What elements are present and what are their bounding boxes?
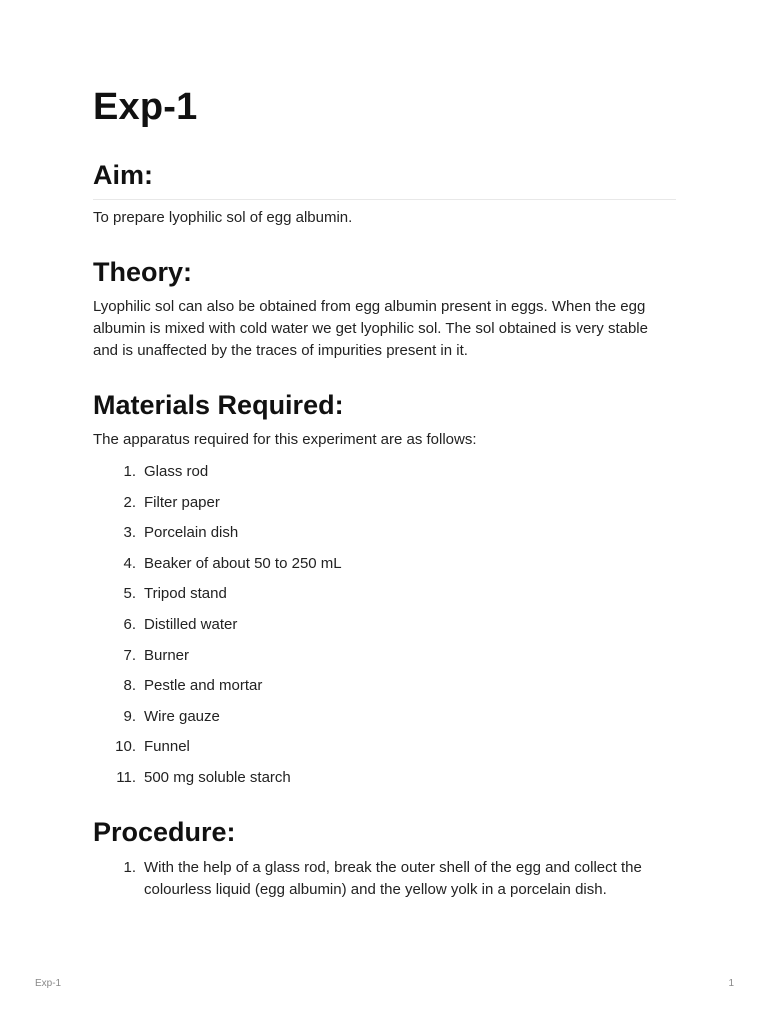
- procedure-section: [93, 817, 676, 901]
- list-text: Funnel: [144, 738, 190, 756]
- list-text: Burner: [144, 646, 190, 664]
- list-item: [93, 522, 676, 553]
- list-number: 5.: [123, 585, 136, 603]
- materials-list: [93, 461, 676, 798]
- list-text: Glass rod: [144, 463, 209, 480]
- list-item: [93, 857, 676, 901]
- list-item: [93, 645, 676, 676]
- aim-section: [93, 160, 676, 229]
- list-number: 11.: [116, 768, 136, 786]
- page-title: Exp-1: [93, 86, 198, 128]
- list-number: 7.: [123, 646, 136, 664]
- list-item: [93, 736, 676, 767]
- materials-heading: Materials Required:: [93, 390, 344, 420]
- list-number: 1.: [123, 463, 136, 480]
- list-number: 6.: [123, 615, 136, 633]
- list-number: 8.: [123, 677, 136, 695]
- list-item: [93, 553, 676, 584]
- theory-section: [93, 257, 676, 362]
- list-text: Tripod stand: [144, 585, 227, 603]
- procedure-heading: Procedure:: [93, 817, 236, 847]
- procedure-list: [93, 857, 676, 901]
- list-text: Filter paper: [144, 493, 220, 511]
- theory-text: Lyophilic sol can also be obtained from egg albumin present in eggs. When the egg albumin is mixed with cold water we get lyophilic sol. The sol obtained is very stable and is unaffected by the traces of impurities present in it.: [93, 298, 648, 359]
- list-number: 10.: [115, 738, 136, 756]
- list-number: 9.: [123, 707, 136, 725]
- list-item: [93, 492, 676, 523]
- aim-text: To prepare lyophilic sol of egg albumin.: [93, 209, 353, 226]
- list-text: Pestle and mortar: [144, 677, 263, 695]
- list-item: [93, 614, 676, 645]
- list-number: 1.: [123, 859, 136, 876]
- materials-intro: The apparatus required for this experiment are as follows:: [93, 431, 477, 448]
- aim-divider: [93, 199, 676, 200]
- aim-heading: Aim:: [93, 160, 153, 190]
- list-text: 500 mg soluble starch: [144, 768, 291, 786]
- list-item: [93, 767, 676, 798]
- footer-title: Exp-1: [35, 978, 62, 989]
- list-number: 3.: [123, 524, 136, 542]
- list-text: With the help of a glass rod, break the outer shell of the egg and collect the colourless liquid (egg albumin) and the yellow yolk in a porcelain dish.: [144, 859, 642, 898]
- list-number: 4.: [123, 554, 136, 572]
- list-text: Wire gauze: [144, 707, 220, 725]
- list-text: Distilled water: [144, 615, 238, 633]
- list-number: 2.: [123, 493, 136, 511]
- list-text: Beaker of about 50 to 250 mL: [144, 554, 342, 572]
- list-item: [93, 461, 676, 492]
- list-item: [93, 706, 676, 737]
- list-item: [93, 583, 676, 614]
- list-text: Porcelain dish: [144, 524, 239, 542]
- page-number: 1: [728, 978, 734, 989]
- materials-section: [93, 390, 676, 798]
- list-item: [93, 675, 676, 706]
- theory-heading: Theory:: [93, 257, 193, 287]
